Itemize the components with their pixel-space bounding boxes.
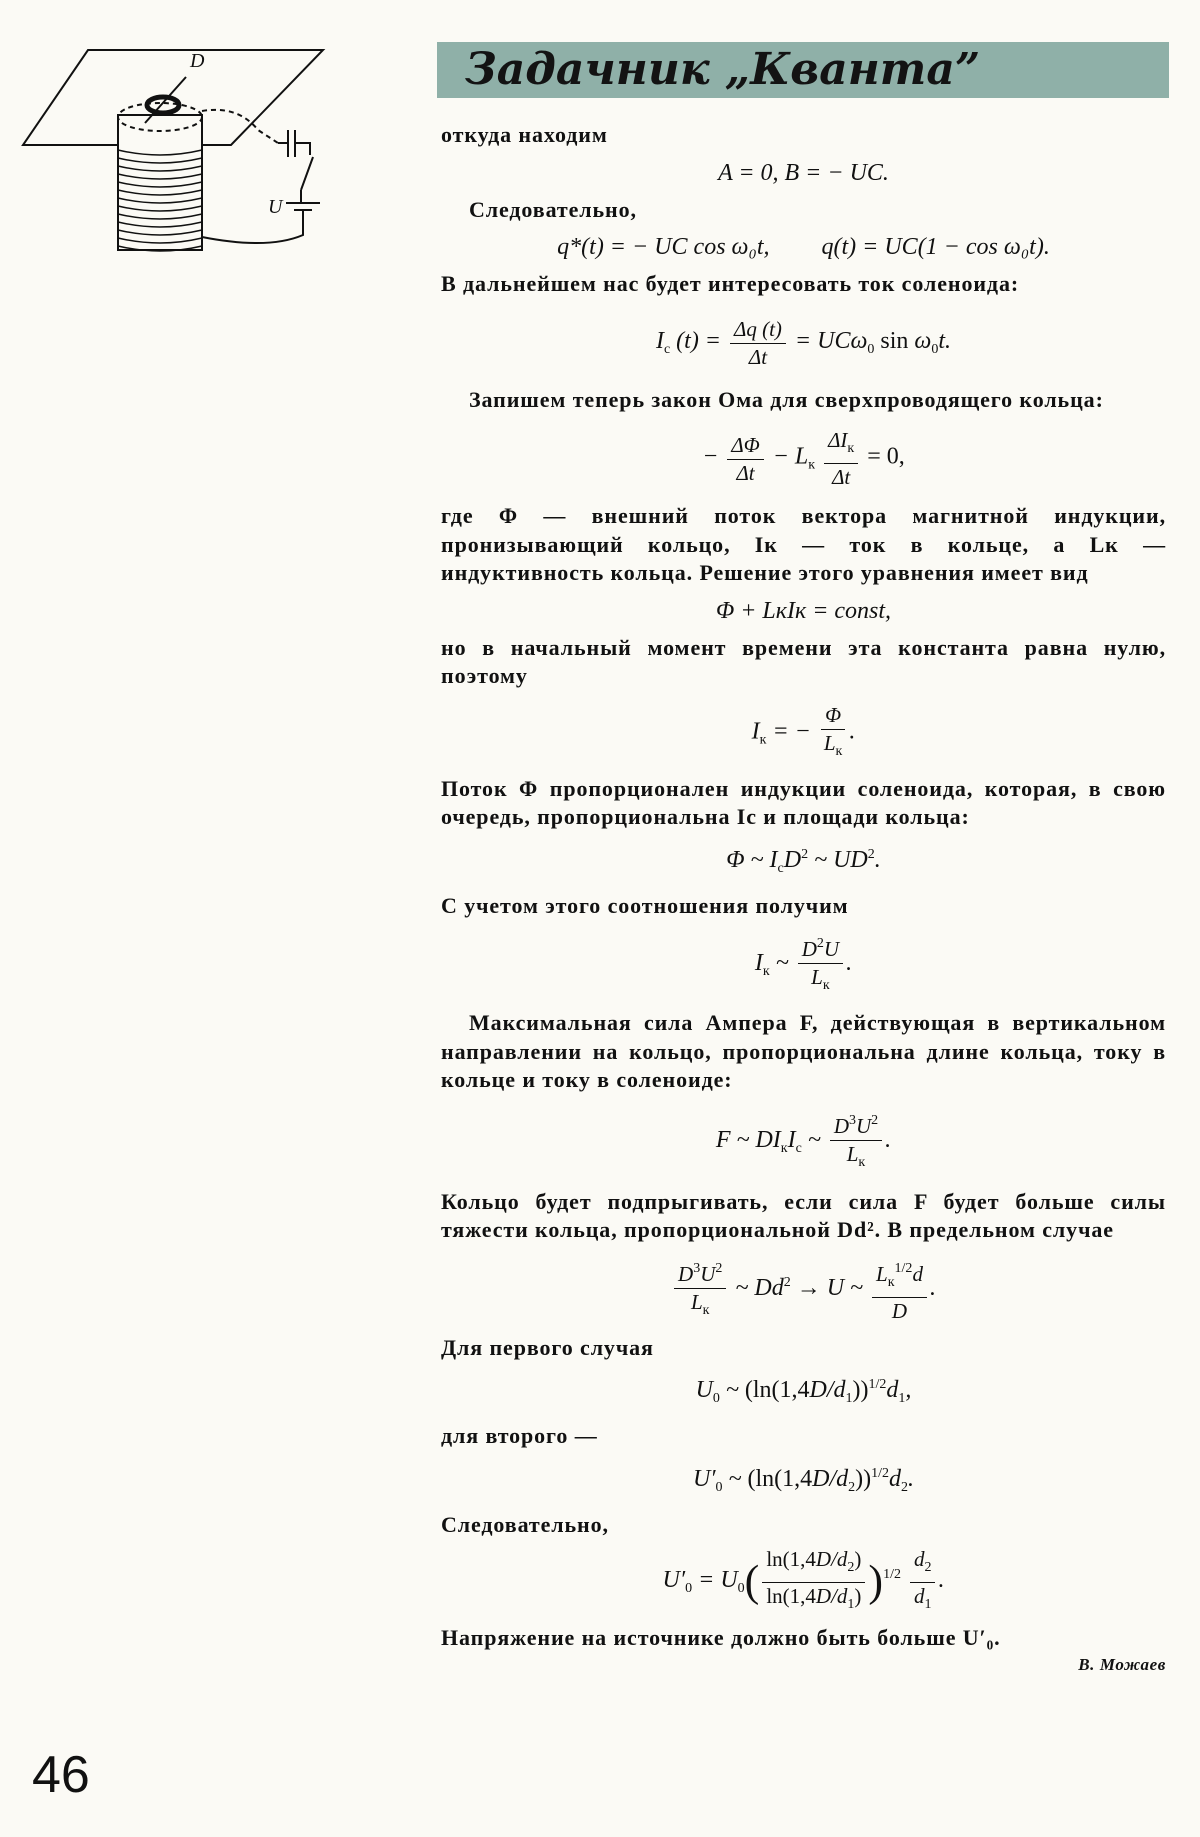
para-3: В дальнейшем нас будет интересовать ток соленоида: — [441, 271, 1020, 296]
eq-2a: q*(t) = − UC cos ω₀t, — [557, 234, 770, 260]
section-title: Задачник „Кванта” — [465, 44, 981, 95]
eq-12: $U'_0$ ~ $(\ln(1,4D/d_2))^{1/2}d_2$. — [692, 1465, 915, 1495]
eq-9: F ~ $DI_кI_с$ ~ $\frac{D^3U^2}{L_к}$ . — [441, 1107, 1166, 1176]
eq-3: $I_с$ (t) = $\frac{\Delta q (t)}{\Delta t}$ = UCω$_0$ $\sin \omega_0t$. — [655, 316, 952, 369]
article-body — [441, 121, 1166, 1675]
eq-10: $\frac{D^3U^2}{L_к}$ ~ $Dd^2 \to U$ ~ $\frac{L_к^{1/2}d}{D}$ . — [441, 1255, 1166, 1324]
label-D: D — [190, 50, 205, 72]
solenoid-diagram — [18, 45, 398, 290]
eq-8: $I_к$ ~ $\frac{D^2U}{L_к}$ . — [441, 930, 1166, 999]
switch — [301, 157, 313, 190]
eq-13: $U'_0 = U_0$( $\frac{\ln(1,4D/d_2)}{\ln(1,4D/d_1)}$ )$^{1/2}$ $\frac{d_2}{d_1}$ . — [662, 1547, 945, 1612]
para-5: где Φ — внешний поток вектора магнитной индукции, пронизывающий кольцо, Iк — ток в кольце, а Lк — индуктивность кольца. Решение этого уравнения имеет вид — [441, 503, 1166, 585]
para-7: Поток Φ пропорционален индукции соленоида, которая, в свою очередь, пропорциональна Iс и площади кольца: — [441, 775, 1166, 829]
eq-2 — [441, 232, 1166, 262]
para-11: Для первого случая — [441, 1334, 654, 1360]
eq-5: Φ + LкIк = const, — [715, 597, 892, 624]
eq-6: $I_к$ = − $\frac{\Phi}{L_к}$ . — [751, 702, 856, 759]
ring — [147, 97, 179, 113]
eq-11: $U_0$ ~ $(\ln(1,4D/d_1))^{1/2}d_1$, — [695, 1377, 912, 1406]
para-12: для второго — — [441, 1423, 598, 1448]
para-13: Следовательно, — [441, 1511, 609, 1537]
solenoid-body — [118, 115, 202, 250]
para-10: Кольцо будет подпрыгивать, если сила F будет больше силы тяжести кольца, пропорциональной Dd². В предельном случае — [441, 1188, 1166, 1242]
para-14: Напряжение на источнике должно быть больше U′₀. — [441, 1625, 1001, 1650]
page-number: 46 — [32, 1746, 90, 1804]
para-8: С учетом этого соотношения получим — [441, 892, 849, 918]
eq-7: Φ ~ $I_сD^2$ ~ $UD^2$. — [726, 846, 881, 876]
eq-4: − $\frac{\Delta\Phi}{\Delta t}$ − $L_к$ $\frac{\Delta I_к}{\Delta t}$ = 0, — [702, 428, 905, 489]
para-4: Запишем теперь закон Ома для сверхпроводящего кольца: — [469, 386, 1104, 412]
para-6: но в начальный момент времени эта константа равна нулю, поэтому — [441, 634, 1166, 688]
wire-top — [202, 110, 278, 143]
label-U: U — [268, 196, 283, 218]
author: В. Можаев — [1078, 1654, 1166, 1674]
wire-bottom — [202, 210, 303, 243]
section-banner — [437, 42, 1169, 98]
para-2: Следовательно, — [469, 196, 637, 222]
para-9: Максимальная сила Ампера F, действующая в вертикальном направлении на кольцо, пропорциональна длине кольца, току в кольце и току в соленоиде: — [441, 1010, 1166, 1092]
eq-1: A = 0, B = − UC. — [718, 159, 889, 186]
eq-2b: q(t) = UC(1 − cos ω₀t). — [821, 234, 1050, 260]
para-1: откуда находим — [441, 122, 608, 147]
